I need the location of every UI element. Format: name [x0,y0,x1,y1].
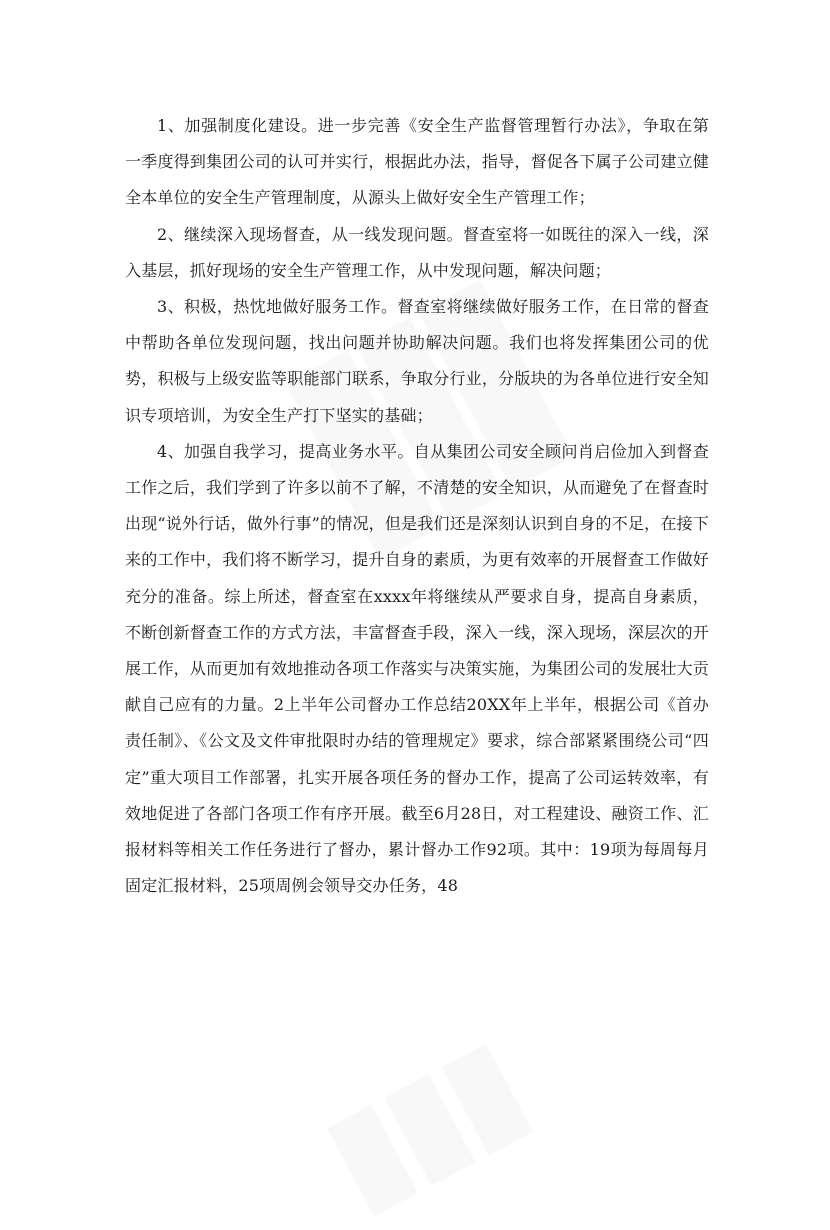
paragraph-4: 4、加强自我学习，提高业务水平。自从集团公司安全顾问肖启俭加入到督查工作之后，我们学到了许多以前不了解，不清楚的安全知识，从而避免了在督查时出现“说外行话，做外行事”的情况，但是我们还是深刻认识到自身的不足，在接下来的工作中，我们将不断学习，提升自身的素质，为更有效率的开展督查工作做好充分的准备。综上所述，督查室在xxxx年将继续从严要求自身，提高自身素质，不断创新督查工作的方式方法，丰富督查手段，深入一线，深入现场，深层次的开展工作，从而更加有效地推动各项工作落实与决策实施，为集团公司的发展壮大贡献自己应有的力量。2上半年公司督办工作总结20XX年上半年，根据公司《首办责任制》、《公文及文件审批限时办结的管理规定》要求，综合部紧紧围绕公司“四定”重大项目工作部署，扎实开展各项任务的督办工作，提高了公司运转效率，有效地促进了各部门各项工作有序开展。截至6月28日，对工程建设、融资工作、汇报材料等相关工作任务进行了督办，累计督办工作92项。其中：19项为每周每月固定汇报材料，25项周例会领导交办任务，48 [125,441,709,896]
paragraph-1: 1、加强制度化建设。进一步完善《安全生产监督管理暂行办法》，争取在第一季度得到集团公司的认可并实行，根据此办法，指导，督促各下属子公司建立健全本单位的安全生产管理制度，从源头上做好安全生产管理工作； [125,116,709,208]
paragraph-2: 2、继续深入现场督查，从一线发现问题。督查室将一如既往的深入一线，深入基层，抓好现场的安全生产管理工作，从中发现问题，解决问题； [125,224,709,280]
paragraph-3: 3、积极，热忱地做好服务工作。督查室将继续做好服务工作，在日常的督查中帮助各单位发现问题，找出问题并协助解决问题。我们也将发挥集团公司的优势，积极与上级安监等职能部门联系，争取分行业，分版块的为各单位进行安全知识专项培训，为安全生产打下坚实的基础； [125,297,709,425]
watermark-graphic-bottom [314,1030,547,1230]
document-body [125,108,709,904]
